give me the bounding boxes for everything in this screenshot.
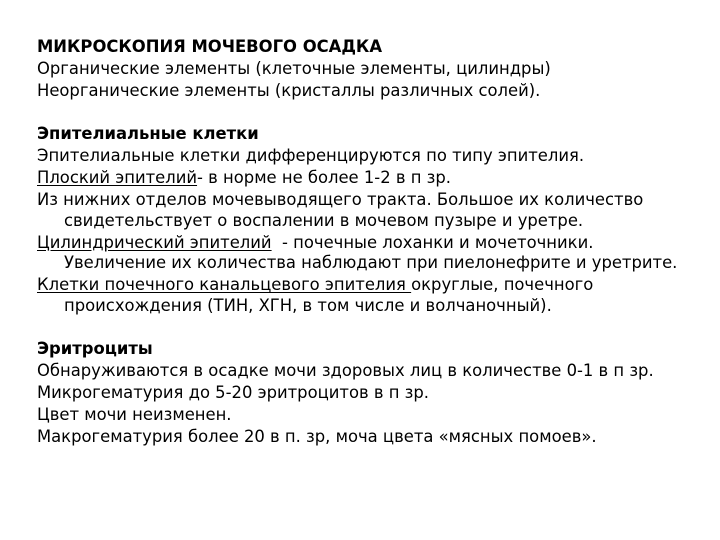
intro-organic: Органические элементы (клеточные элементы, цилиндры)	[37, 59, 551, 78]
cylindrical-epithelium-term: Цилиндрический эпителий	[37, 232, 272, 252]
microhematuria-line: Микрогематурия до 5-20 эритроцитов в п зр.	[37, 382, 429, 402]
flat-epithelium-text: - в норме не более 1-2 в п зр.	[197, 168, 451, 187]
erythrocytes-normal-line: Обнаруживаются в осадке мочи здоровых лиц в количестве 0-1 в п зр.	[37, 360, 654, 380]
lower-tract-line: Из нижних отделов мочевыводящего тракта. Большое их количество свидетельствует о воспалении в мочевом пузыре и уретре.	[37, 190, 644, 230]
renal-epithelium-term: Клетки почечного канальцевого эпителия	[37, 275, 412, 294]
cylindrical-epithelium-line	[37, 233, 687, 274]
section-heading-epithelium: Эпителиальные клетки	[37, 124, 259, 143]
macrohematuria-line: Макрогематурия более 20 в п. зр, моча цвета «мясных помоев».	[37, 426, 597, 446]
epithelium-differentiation: Эпителиальные клетки дифференцируются по типу эпителия.	[37, 146, 585, 165]
flat-epithelium-line	[37, 168, 687, 189]
flat-epithelium-term: Плоский эпителий	[37, 168, 198, 187]
intro-inorganic: Неорганические элементы (кристаллы различных солей).	[37, 81, 541, 100]
spacer	[37, 103, 687, 124]
renal-epithelium-text: округлые, почечного происхождения (ТИН, ХГН, в том числе и волчаночный).	[64, 275, 594, 315]
spacer	[37, 318, 687, 339]
cylindrical-epithelium-text: - почечные лоханки и мочеточники. Увеличение их количества наблюдают при пиелонефрите и уретрите.	[64, 232, 678, 272]
slide-content	[37, 37, 687, 449]
page-title: МИКРОСКОПИЯ МОЧЕВОГО ОСАДКА	[37, 37, 383, 56]
urine-color-line: Цвет мочи неизменен.	[37, 404, 232, 424]
renal-epithelium-line	[37, 275, 687, 316]
section-heading-erythrocytes: Эритроциты	[37, 338, 153, 358]
